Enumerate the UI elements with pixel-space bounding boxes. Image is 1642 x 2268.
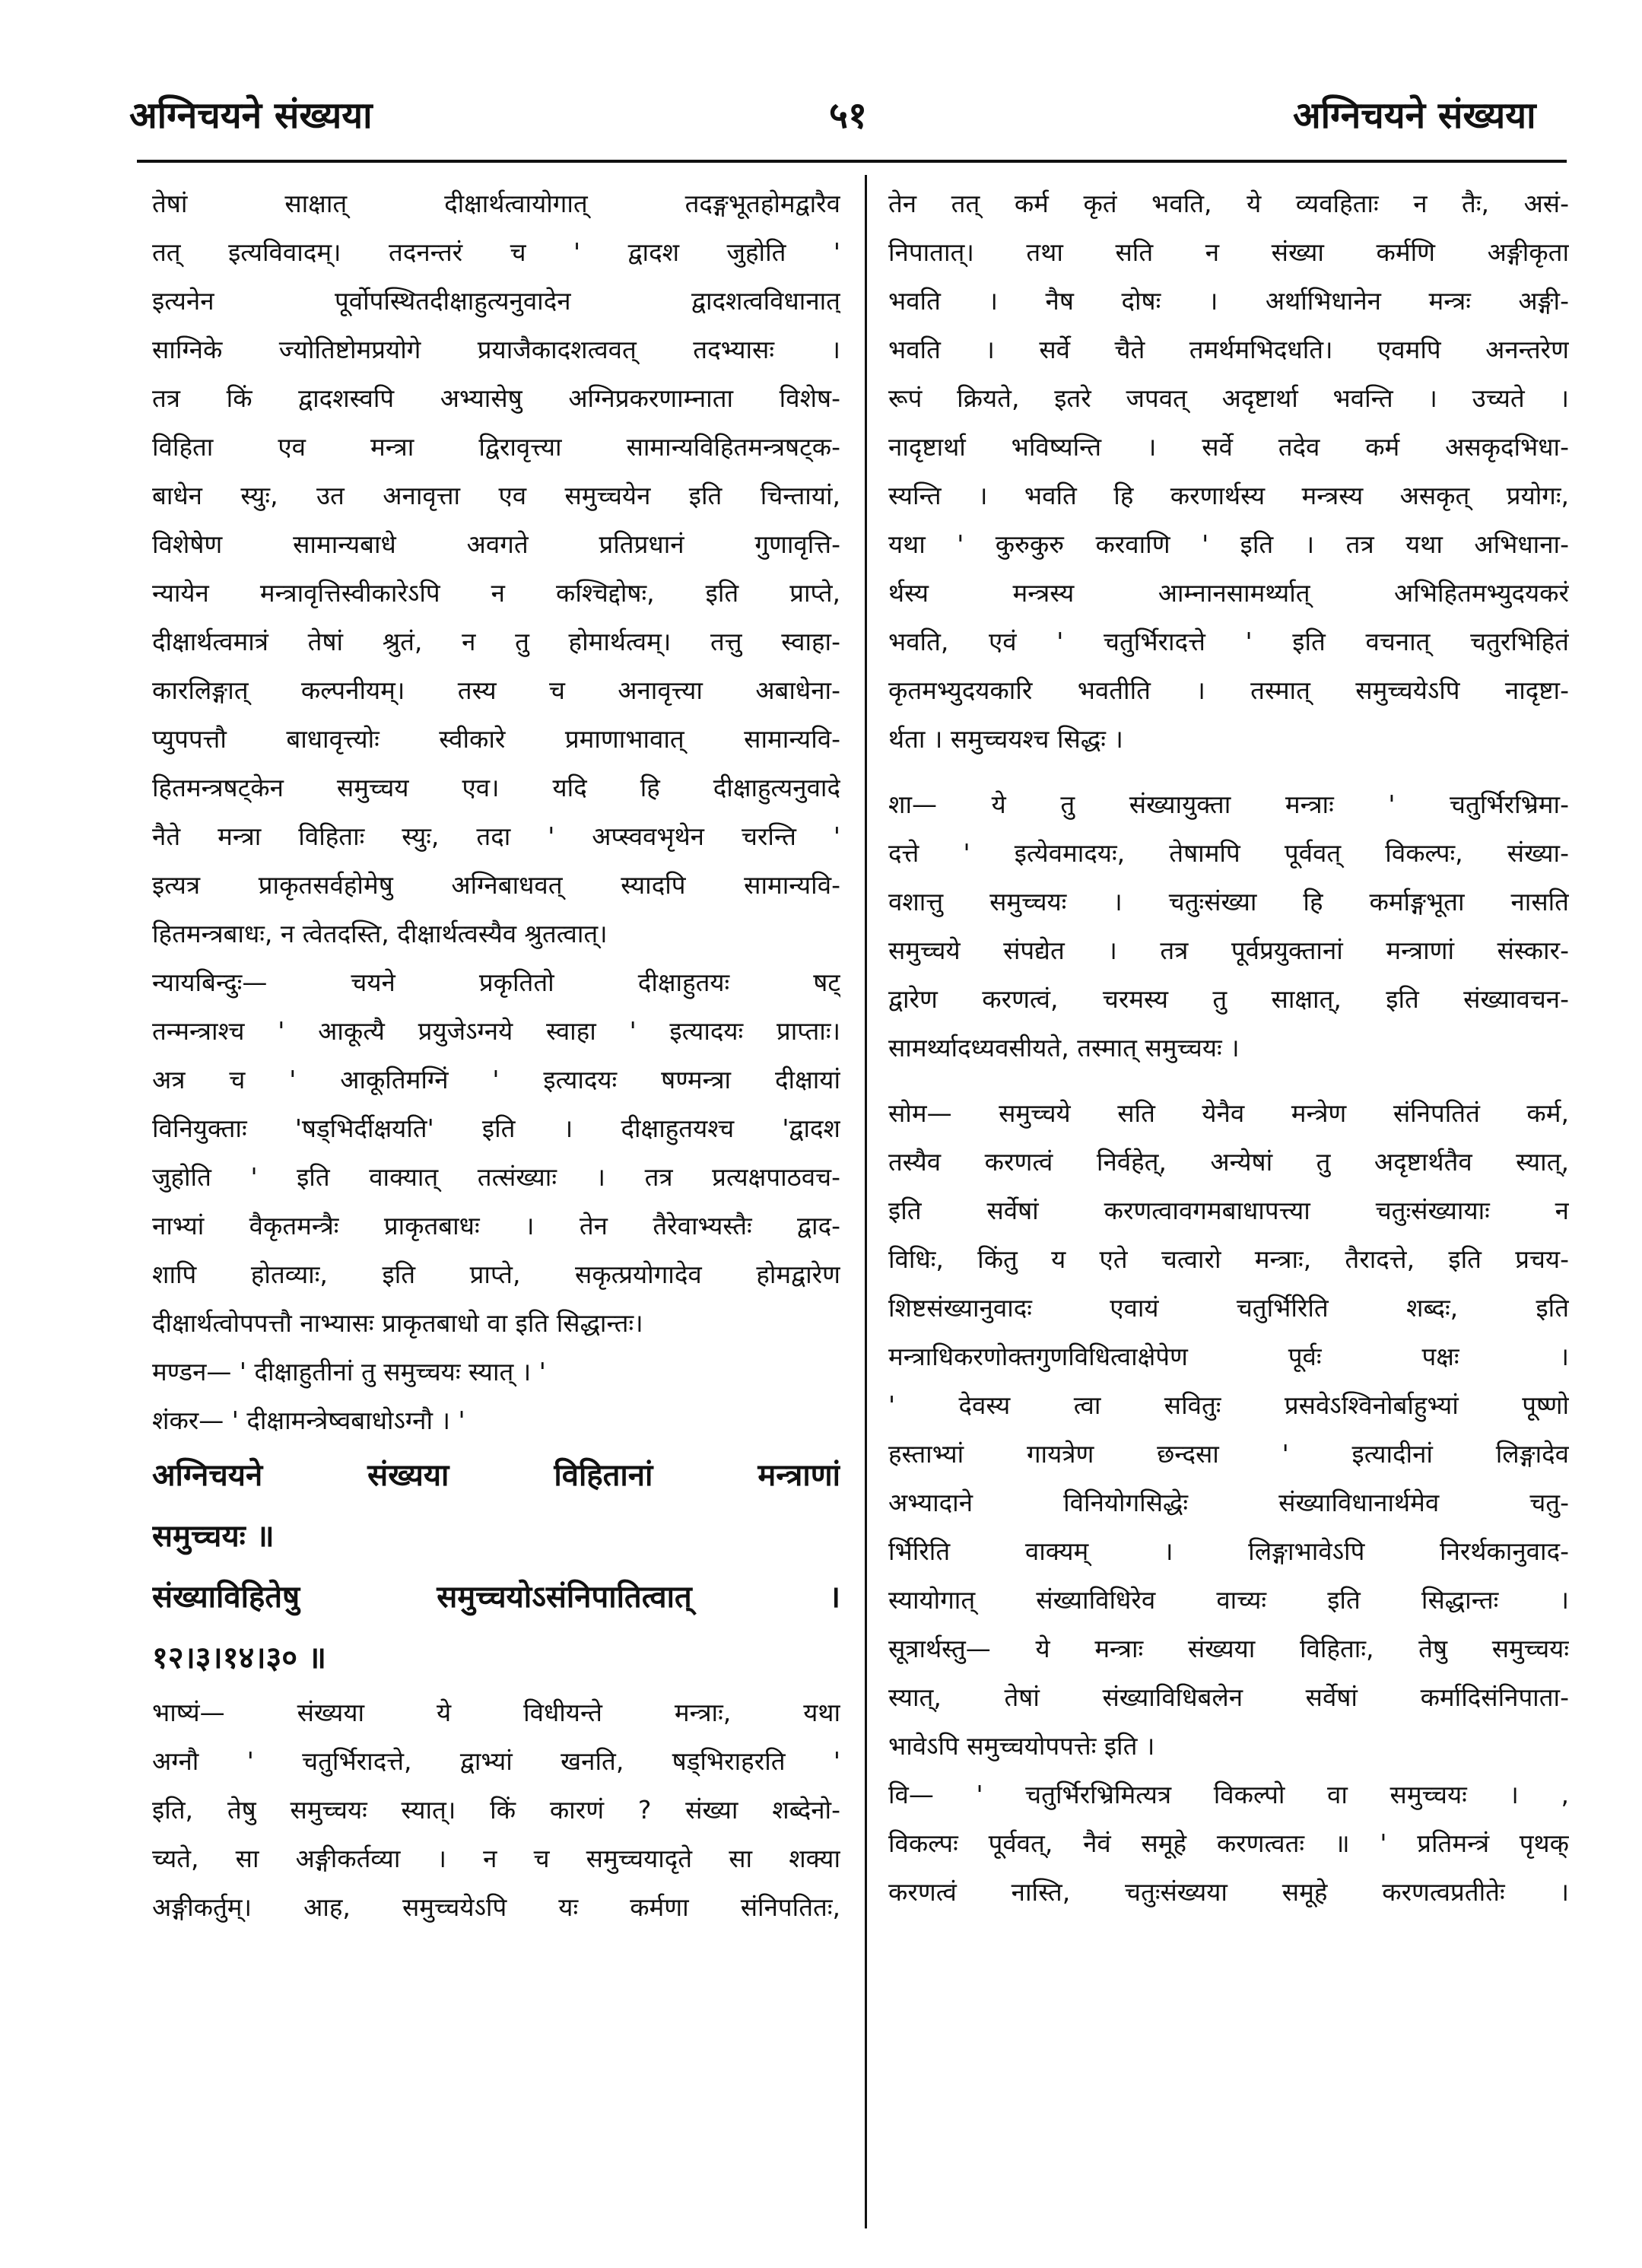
text-line: शापि होतव्याः, इति प्राप्ते, सकृत्प्रयोगादेव होमद्वारेण — [152, 1259, 840, 1289]
text-line: साग्निके ज्योतिष्टोमप्रयोगे प्रयाजैकादशत्ववत् तदभ्यासः । — [152, 335, 840, 364]
text-line: न्यायेन मन्त्रावृत्तिस्वीकारेऽपि न कश्चिद्दोषः, इति प्राप्ते, — [152, 578, 840, 608]
text-line: हितमन्त्रषट्केन समुच्चय एव। यदि हि दीक्षाहुत्यनुवादे — [152, 773, 840, 802]
text-line: जुहोति ' इति वाक्यात् तत्संख्याः । तत्र प्रत्यक्षपाठवच- — [152, 1162, 840, 1192]
text-line: भवति । सर्वे चैते तमर्थमभिदधति। एवमपि अनन्तरेण — [888, 335, 1569, 364]
text-line: कारलिङ्गात् कल्पनीयम्। तस्य च अनावृत्त्या अबाधेना- — [152, 675, 840, 705]
text-line: भाष्यं— संख्यया ये विधीयन्ते मन्त्राः, यथा — [152, 1698, 840, 1727]
text-line: विधिः, किंतु य एते चत्वारो मन्त्राः, तैरादत्ते, इति प्रचय- — [888, 1244, 1569, 1274]
text-line: च्यते, सा अङ्गीकर्तव्या । न च समुच्चयादृते सा शक्या — [152, 1844, 840, 1873]
running-title-right: अग्निचयने संख्यया — [1293, 94, 1536, 137]
running-title-left: अग्निचयने संख्यया — [129, 94, 373, 137]
text-line: हितमन्त्रबाधः, न त्वेतदस्ति, दीक्षार्थत्वस्यैव श्रुतत्वात्। — [152, 919, 608, 948]
text-line: हस्ताभ्यां गायत्रेण छन्दसा ' इत्यादीनां लिङ्गादेव — [888, 1439, 1569, 1469]
text-line: कृतमभ्युदयकारि भवतीति । तस्मात् समुच्चयेऽपि नादृष्टा- — [888, 675, 1569, 705]
text-line: अग्नौ ' चतुर्भिरादत्ते, द्वाभ्यां खनति, षड्भिराहरति ' — [152, 1746, 840, 1776]
text-line: दीक्षार्थत्वमात्रं तेषां श्रुतं, न तु होमार्थत्वम्। तत्तु स्वाहा- — [152, 627, 840, 656]
text-line: बाधेन स्युः, उत अनावृत्ता एव समुच्चयेन इति चिन्तायां, — [152, 481, 840, 510]
text-line: वि— ' चतुर्भिरभ्रिमित्यत्र विकल्पो वा समुच्चयः । , — [888, 1780, 1569, 1809]
text-line: इत्यनेन पूर्वोपस्थितदीक्षाहुत्यनुवादेन द्वादशत्वविधानात् — [152, 286, 840, 316]
left-column — [152, 179, 840, 2256]
text-line: तेषां साक्षात् दीक्षार्थत्वायोगात् तदङ्गभूतहोमद्वारैव — [152, 189, 840, 218]
text-line: र्भिरिति वाक्यम् । लिङ्गाभावेऽपि निरर्थकानुवाद- — [888, 1536, 1569, 1566]
column-divider — [865, 175, 867, 2228]
text-line: तस्यैव करणत्वं निर्वहेत्, अन्येषां तु अदृष्टार्थतैव स्यात्, — [888, 1147, 1569, 1177]
text-line: सूत्रार्थस्तु— ये मन्त्राः संख्यया विहिताः, तेषु समुच्चयः — [888, 1634, 1569, 1663]
text-line: भावेऽपि समुच्चयोपपत्तेः इति । — [888, 1731, 1155, 1761]
text-line: द्वारेण करणत्वं, चरमस्य तु साक्षात्, इति संख्यावचन- — [888, 984, 1569, 1014]
text-line: निपातात्। तथा सति न संख्या कर्मणि अङ्गीकृता — [888, 237, 1569, 267]
text-line: यथा ' कुरुकुरु करवाणि ' इति । तत्र यथा अभिधाना- — [888, 529, 1569, 559]
text-line: शिष्टसंख्यानुवादः एवायं चतुर्भिरिति शब्दः, इति — [888, 1293, 1569, 1323]
right-column — [888, 179, 1569, 2256]
text-line: विहिता एव मन्त्रा द्विरावृत्त्या सामान्यविहितमन्त्रषट्क- — [152, 432, 840, 462]
text-line: तत् इत्यविवादम्। तदनन्तरं च ' द्वादश जुहोति ' — [152, 237, 840, 267]
text-line: रूपं क्रियते, इतरे जपवत् अदृष्टार्था भवन्ति । उच्यते । — [888, 383, 1569, 413]
text-line: इति, तेषु समुच्चयः स्यात्। किं कारणं ? संख्या शब्देनो- — [152, 1795, 840, 1825]
text-line: सोम— समुच्चये सति येनैव मन्त्रेण संनिपतितं कर्म, — [888, 1098, 1569, 1128]
text-line: सामर्थ्यादध्यवसीयते, तस्मात् समुच्चयः । — [888, 1033, 1240, 1063]
text-line: अभ्यादाने विनियोगसिद्धेः संख्याविधानार्थमेव चतु- — [888, 1488, 1569, 1517]
text-line: मण्डन— ' दीक्षाहुतीनां तु समुच्चयः स्यात् । ' — [152, 1357, 546, 1387]
text-line: तन्मन्त्राश्च ' आकूत्यै प्रयुजेऽग्नये स्वाहा ' इत्यादयः प्राप्ताः। — [152, 1016, 840, 1046]
text-line: शंकर— ' दीक्षामन्त्रेष्वबाधोऽग्नौ । ' — [152, 1406, 465, 1435]
text-line: मन्त्राधिकरणोक्तगुणविधित्वाक्षेपेण पूर्वः पक्षः । — [888, 1342, 1569, 1371]
text-line: नाभ्यां वैकृतमन्त्रैः प्राकृतबाधः । तेन तैरेवाभ्यस्तैः द्वाद- — [152, 1211, 840, 1240]
text-line: न्यायबिन्दुः— चयने प्रकृतितो दीक्षाहुतयः षट् — [152, 967, 840, 997]
paragraph-gap — [888, 764, 1569, 780]
text-line: स्यात्, तेषां संख्याविधिबलेन सर्वेषां कर्मादिसंनिपाता- — [888, 1682, 1569, 1712]
text-line: दीक्षार्थत्वोपपत्तौ नाभ्यासः प्राकृतबाधो वा इति सिद्धान्तः। — [152, 1308, 643, 1338]
text-line: भवति, एवं ' चतुर्भिरादत्ते ' इति वचनात् चतुरभिहितं — [888, 627, 1569, 656]
text-line: नैते मन्त्रा विहिताः स्युः, तदा ' अप्स्ववभृथेन चरन्ति ' — [152, 821, 840, 851]
sutra-text: संख्याविहितेषु समुच्चयोऽसंनिपातित्वात् । — [152, 1580, 840, 1615]
paragraph-gap — [888, 1072, 1569, 1089]
text-line: र्थता । समुच्चयश्च सिद्धः । — [888, 724, 1123, 754]
text-line: वशात्तु समुच्चयः । चतुःसंख्या हि कर्माङ्गभूता नासति — [888, 887, 1569, 916]
text-line: अङ्गीकर्तुम्। आह, समुच्चयेऽपि यः कर्मणा संनिपतितः, — [152, 1892, 840, 1922]
page-number: ५१ — [829, 94, 867, 137]
text-line: स्यन्ति । भवति हि करणार्थस्य मन्त्रस्य असकृत् प्रयोगः, — [888, 481, 1569, 510]
text-line: ' देवस्य त्वा सवितुः प्रसवेऽश्विनोर्बाहुभ्यां पूष्णो — [888, 1390, 1569, 1420]
text-line: र्थस्य मन्त्रस्य आम्नानसामर्थ्यात् अभिहितमभ्युदयकरं — [888, 578, 1569, 608]
sutra-number: १२।३।१४।३० ॥ — [152, 1641, 326, 1676]
text-line: विनियुक्ताः 'षड्भिर्दीक्षयति' इति । दीक्षाहुतयश्च 'द्वादश — [152, 1113, 840, 1143]
text-line: तत्र किं द्वादशस्वपि अभ्यासेषु अग्निप्रकरणाम्नाता विशेष- — [152, 383, 840, 413]
header-rule — [137, 160, 1567, 163]
section-heading: अग्निचयने संख्यया विहितानां मन्त्राणां — [152, 1458, 840, 1493]
text-line: भवति । नैष दोषः । अर्थाभिधानेन मन्त्रः अङ्गी- — [888, 286, 1569, 316]
text-line: विशेषेण सामान्यबाधे अवगते प्रतिप्रधानं गुणावृत्ति- — [152, 529, 840, 559]
section-heading: समुच्चयः ॥ — [152, 1519, 275, 1554]
text-line: स्यायोगात् संख्याविधिरेव वाच्यः इति सिद्धान्तः । — [888, 1585, 1569, 1615]
text-line: इत्यत्र प्राकृतसर्वहोमेषु अग्निबाधवत् स्यादपि सामान्यवि- — [152, 870, 840, 900]
text-line: शा— ये तु संख्यायुक्ता मन्त्राः ' चतुर्भिरभ्रिमा- — [888, 789, 1569, 819]
text-line: करणत्वं नास्ति, चतुःसंख्यया समूहे करणत्वप्रतीतेः । — [888, 1877, 1569, 1907]
text-line: इति सर्वेषां करणत्वावगमबाधापत्त्या चतुःसंख्यायाः न — [888, 1196, 1569, 1225]
text-line: दत्ते ' इत्येवमादयः, तेषामपि पूर्ववत् विकल्पः, संख्या- — [888, 838, 1569, 868]
text-line: विकल्पः पूर्ववत्, नैवं समूहे करणत्वतः ॥ ' प्रतिमन्त्रं पृथक् — [888, 1828, 1569, 1858]
text-line: अत्र च ' आकूतिमग्निं ' इत्यादयः षण्मन्त्रा दीक्षायां — [152, 1065, 840, 1094]
text-line: समुच्चये संपद्येत । तत्र पूर्वप्रयुक्तानां मन्त्राणां संस्कार- — [888, 935, 1569, 965]
page-header — [0, 0, 1642, 160]
text-line: प्युपपत्तौ बाधावृत्त्योः स्वीकारे प्रमाणाभावात् सामान्यवि- — [152, 724, 840, 754]
text-line: तेन तत् कर्म कृतं भवति, ये व्यवहिताः न तैः, असं- — [888, 189, 1569, 218]
text-line: नादृष्टार्था भविष्यन्ति । सर्वे तदेव कर्म असकृदभिधा- — [888, 432, 1569, 462]
